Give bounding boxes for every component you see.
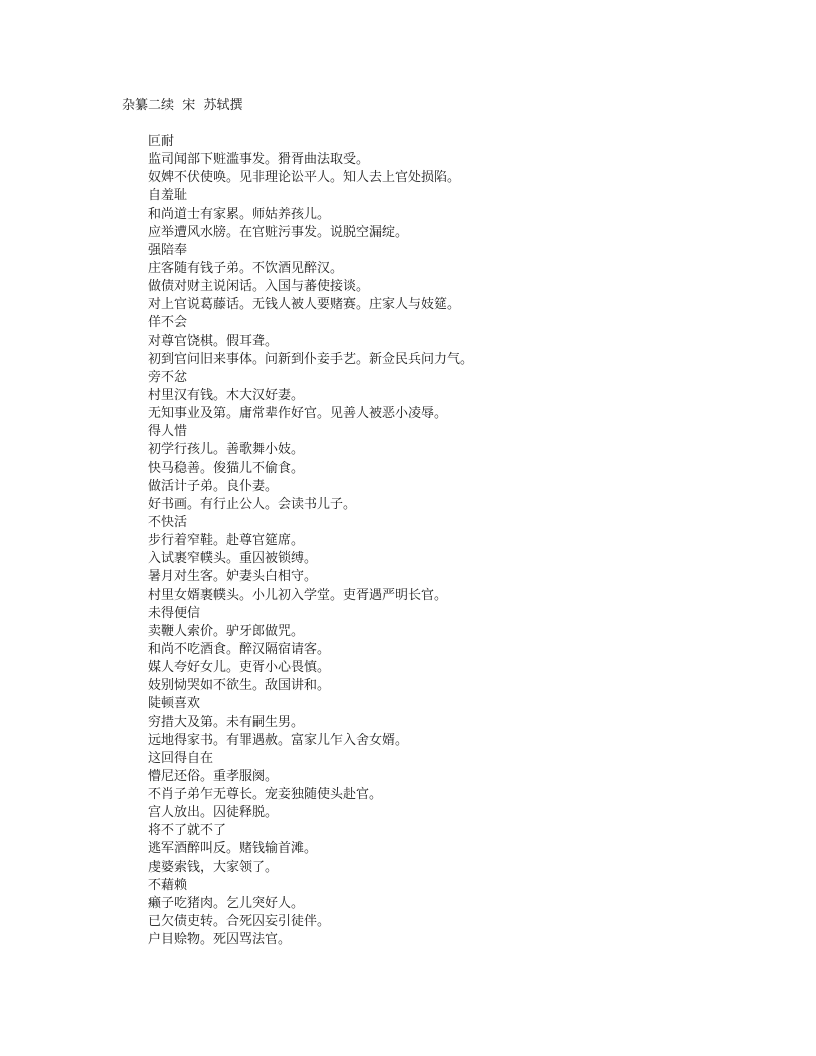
- document-body: [148, 133, 788, 949]
- text-line: 和尚不吃酒食。醉汉隔宿请客。: [148, 641, 331, 657]
- text-line: 暑月对生客。妒妻头白相守。: [148, 569, 318, 585]
- text-line: 已欠债吏转。合死囚妄引徒伴。: [148, 914, 331, 930]
- text-line: 逃军酒醉叫反。赌钱输首滩。: [148, 841, 318, 857]
- text-line: 媒人夸好女儿。吏胥小心畏慎。: [148, 660, 331, 676]
- text-line: 村里女婿裹幞头。小儿初入学堂。吏胥遇严明长官。: [148, 587, 448, 603]
- text-line: 对上官说葛藤话。无钱人被人要赌赛。庄家人与妓筵。: [148, 297, 461, 313]
- text-line: 宫人放出。囚徒释脱。: [148, 805, 279, 821]
- text-line: 虔婆索钱，大家领了。: [148, 859, 279, 875]
- text-line: 妓别恸哭如不欲生。敌国讲和。: [148, 678, 331, 694]
- text-line: 将不了就不了: [148, 823, 227, 839]
- text-line: 应举遭风水牓。在官赃污事发。说脱空漏绽。: [148, 224, 409, 240]
- document-title: 杂纂二续 宋 苏轼撰: [122, 98, 243, 113]
- text-line: 不藉赖: [148, 877, 188, 893]
- text-line: 初到官问旧来事体。问新到仆妾手艺。新佥民兵问力气。: [148, 351, 474, 367]
- text-line: 无知事业及第。庸常辈作好官。见善人被恶小凌辱。: [148, 406, 448, 422]
- text-line: 快马稳善。俊猫儿不偷食。: [148, 460, 305, 476]
- text-line: 卖鞭人索价。驴牙郎做咒。: [148, 623, 305, 639]
- text-line: 旁不忿: [148, 369, 188, 385]
- text-line: 庄客随有钱子弟。不饮酒见醉汉。: [148, 260, 344, 276]
- text-line: 穷措大及第。未有嗣生男。: [148, 714, 305, 730]
- text-line: 入试裹窄幞头。重囚被锁缚。: [148, 551, 318, 567]
- text-line: 做活计子弟。良仆妻。: [148, 478, 279, 494]
- text-line: 癞子吃猪肉。乞儿突好人。: [148, 895, 305, 911]
- text-line: 佯不会: [148, 315, 188, 331]
- text-line: 对尊官饶棋。假耳聋。: [148, 333, 279, 349]
- text-line: 懵尼还俗。重孝服阕。: [148, 768, 279, 784]
- text-line: 陡顿喜欢: [148, 696, 201, 712]
- text-line: 不肖子弟乍无尊长。宠妾独随使头赴官。: [148, 787, 383, 803]
- text-line: 和尚道士有家累。师姑养孩儿。: [148, 206, 331, 222]
- text-line: 这回得自在: [148, 750, 214, 766]
- text-line: 强陪奉: [148, 242, 188, 258]
- text-line: 得人惜: [148, 424, 188, 440]
- text-line: 步行着窄鞋。赴尊官筵席。: [148, 533, 305, 549]
- text-line: 初学行孩儿。善歌舞小妓。: [148, 442, 305, 458]
- text-line: 未得便信: [148, 605, 201, 621]
- text-line: 远地得家书。有罪遇赦。富家儿乍入舍女婿。: [148, 732, 409, 748]
- text-line: 奴婢不伏使唤。见非理论讼平人。知人去上官处损陷。: [148, 170, 461, 186]
- text-line: 户目赊物。死囚骂法官。: [148, 932, 292, 948]
- text-line: 叵耐: [148, 134, 175, 149]
- text-line: 自羞耻: [148, 188, 188, 204]
- text-line: 监司闻部下赃滥事发。猾胥曲法取受。: [148, 152, 370, 168]
- text-line: 做债对财主说闲话。入国与蕃使接谈。: [148, 279, 370, 295]
- text-line: 好书画。有行止公人。会读书儿子。: [148, 496, 357, 512]
- text-line: 不快活: [148, 514, 188, 530]
- text-line: 村里汉有钱。木大汉好妻。: [148, 387, 305, 403]
